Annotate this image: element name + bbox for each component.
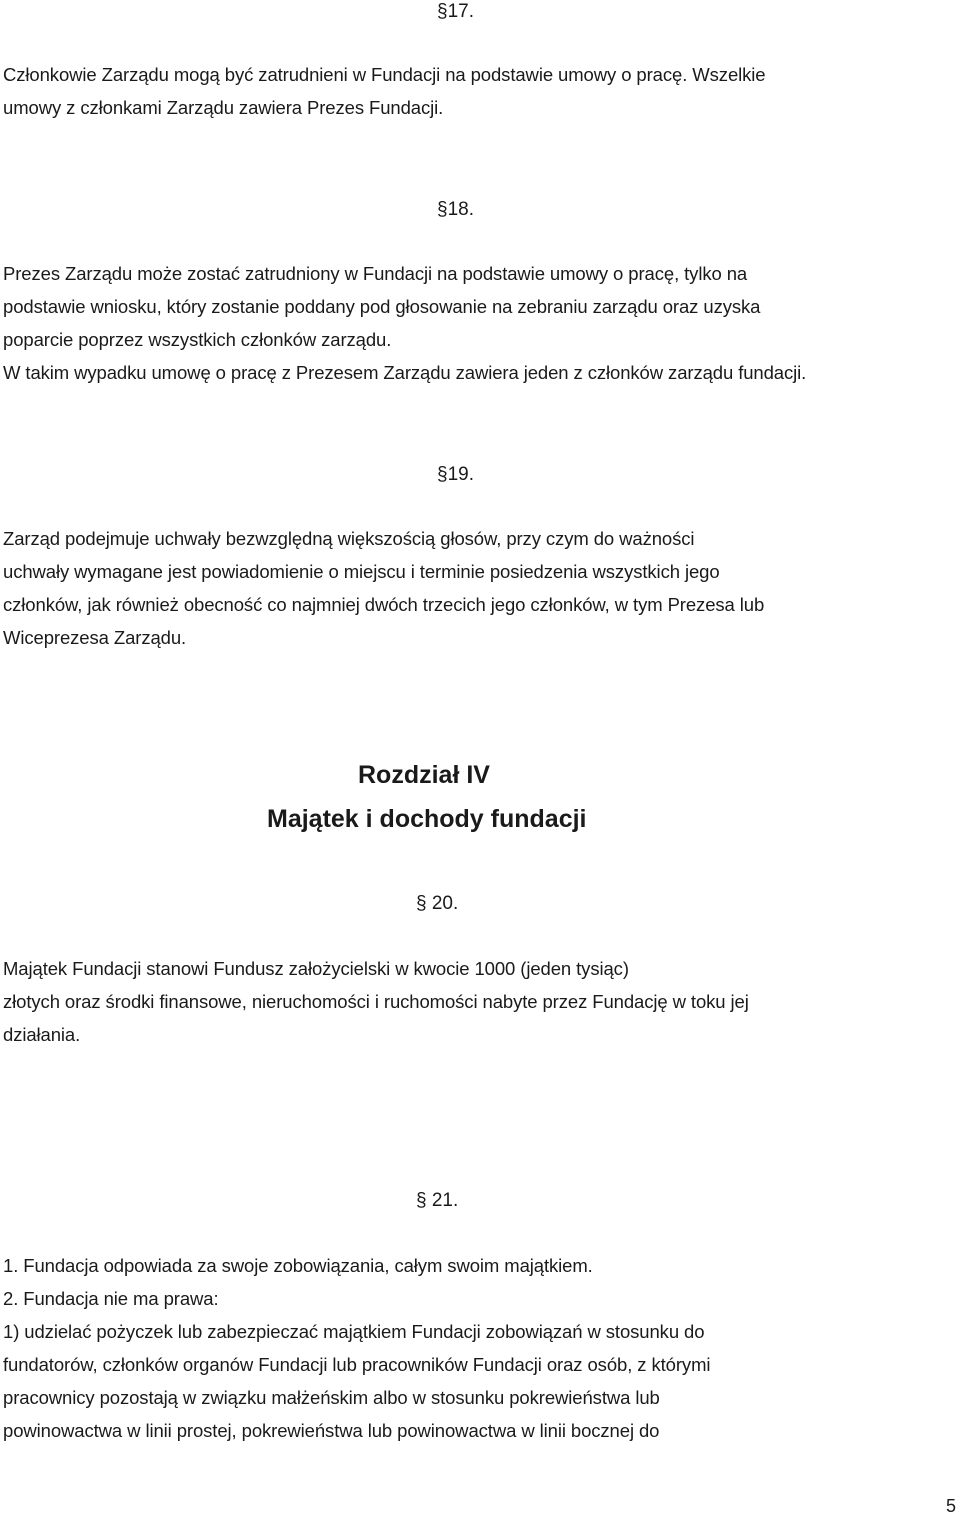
section-20-number: § 20. <box>416 893 459 914</box>
section-21-line-3: 1) udzielać pożyczek lub zabezpieczać majątkiem Fundacji zobowiązań w stosunku do <box>3 1321 705 1342</box>
chapter-subtitle: Majątek i dochody fundacji <box>267 805 587 833</box>
section-18-line-4: W takim wypadku umowę o pracę z Prezesem Zarządu zawiera jeden z członków zarządu fundacji. <box>3 362 807 383</box>
section-18-number: §18. <box>437 199 474 220</box>
chapter-title: Rozdział IV <box>358 761 490 789</box>
section-17-line-1: Członkowie Zarządu mogą być zatrudnieni w Fundacji na podstawie umowy o pracę. Wszelkie <box>3 64 766 85</box>
section-20-text <box>3 952 953 1051</box>
section-21-line-6: powinowactwa w linii prostej, pokrewieństwa lub powinowactwa w linii bocznej do <box>3 1420 660 1441</box>
section-19-line-2: uchwały wymagane jest powiadomienie o miejscu i terminie posiedzenia wszystkich jego <box>3 561 720 582</box>
section-17-line-2: umowy z członkami Zarządu zawiera Prezes Fundacji. <box>3 97 444 118</box>
section-19-text <box>3 522 953 654</box>
section-19-number: §19. <box>437 464 474 485</box>
section-21-line-2: 2. Fundacja nie ma prawa: <box>3 1288 219 1309</box>
section-19-line-1: Zarząd podejmuje uchwały bezwzględną większością głosów, przy czym do ważności <box>3 528 695 549</box>
section-21-number: § 21. <box>416 1190 459 1211</box>
section-21-text <box>3 1249 953 1447</box>
section-20-line-2: złotych oraz środki finansowe, nieruchomości i ruchomości nabyte przez Fundację w toku jej <box>3 991 749 1012</box>
section-21-line-1: 1. Fundacja odpowiada za swoje zobowiązania, całym swoim majątkiem. <box>3 1255 593 1276</box>
section-17-number: §17. <box>437 1 474 22</box>
section-18-line-1: Prezes Zarządu może zostać zatrudniony w Fundacji na podstawie umowy o pracę, tylko na <box>3 263 748 284</box>
section-18-line-3: poparcie poprzez wszystkich członków zarządu. <box>3 329 392 350</box>
section-19-line-3: członków, jak również obecność co najmniej dwóch trzecich jego członków, w tym Prezesa lub <box>3 594 765 615</box>
section-18-text <box>3 257 953 389</box>
section-18-line-2: podstawie wniosku, który zostanie poddany pod głosowanie na zebraniu zarządu oraz uzyska <box>3 296 761 317</box>
section-21-line-4: fundatorów, członków organów Fundacji lub pracowników Fundacji oraz osób, z którymi <box>3 1354 711 1375</box>
section-20-line-1: Majątek Fundacji stanowi Fundusz założycielski w kwocie 1000 (jeden tysiąc) <box>3 958 629 979</box>
section-21-line-5: pracownicy pozostają w związku małżeńskim albo w stosunku pokrewieństwa lub <box>3 1387 660 1408</box>
section-20-line-3: działania. <box>3 1024 81 1045</box>
section-17-text <box>3 58 953 124</box>
page-number: 5 <box>945 1496 956 1516</box>
section-19-line-4: Wiceprezesa Zarządu. <box>3 627 187 648</box>
